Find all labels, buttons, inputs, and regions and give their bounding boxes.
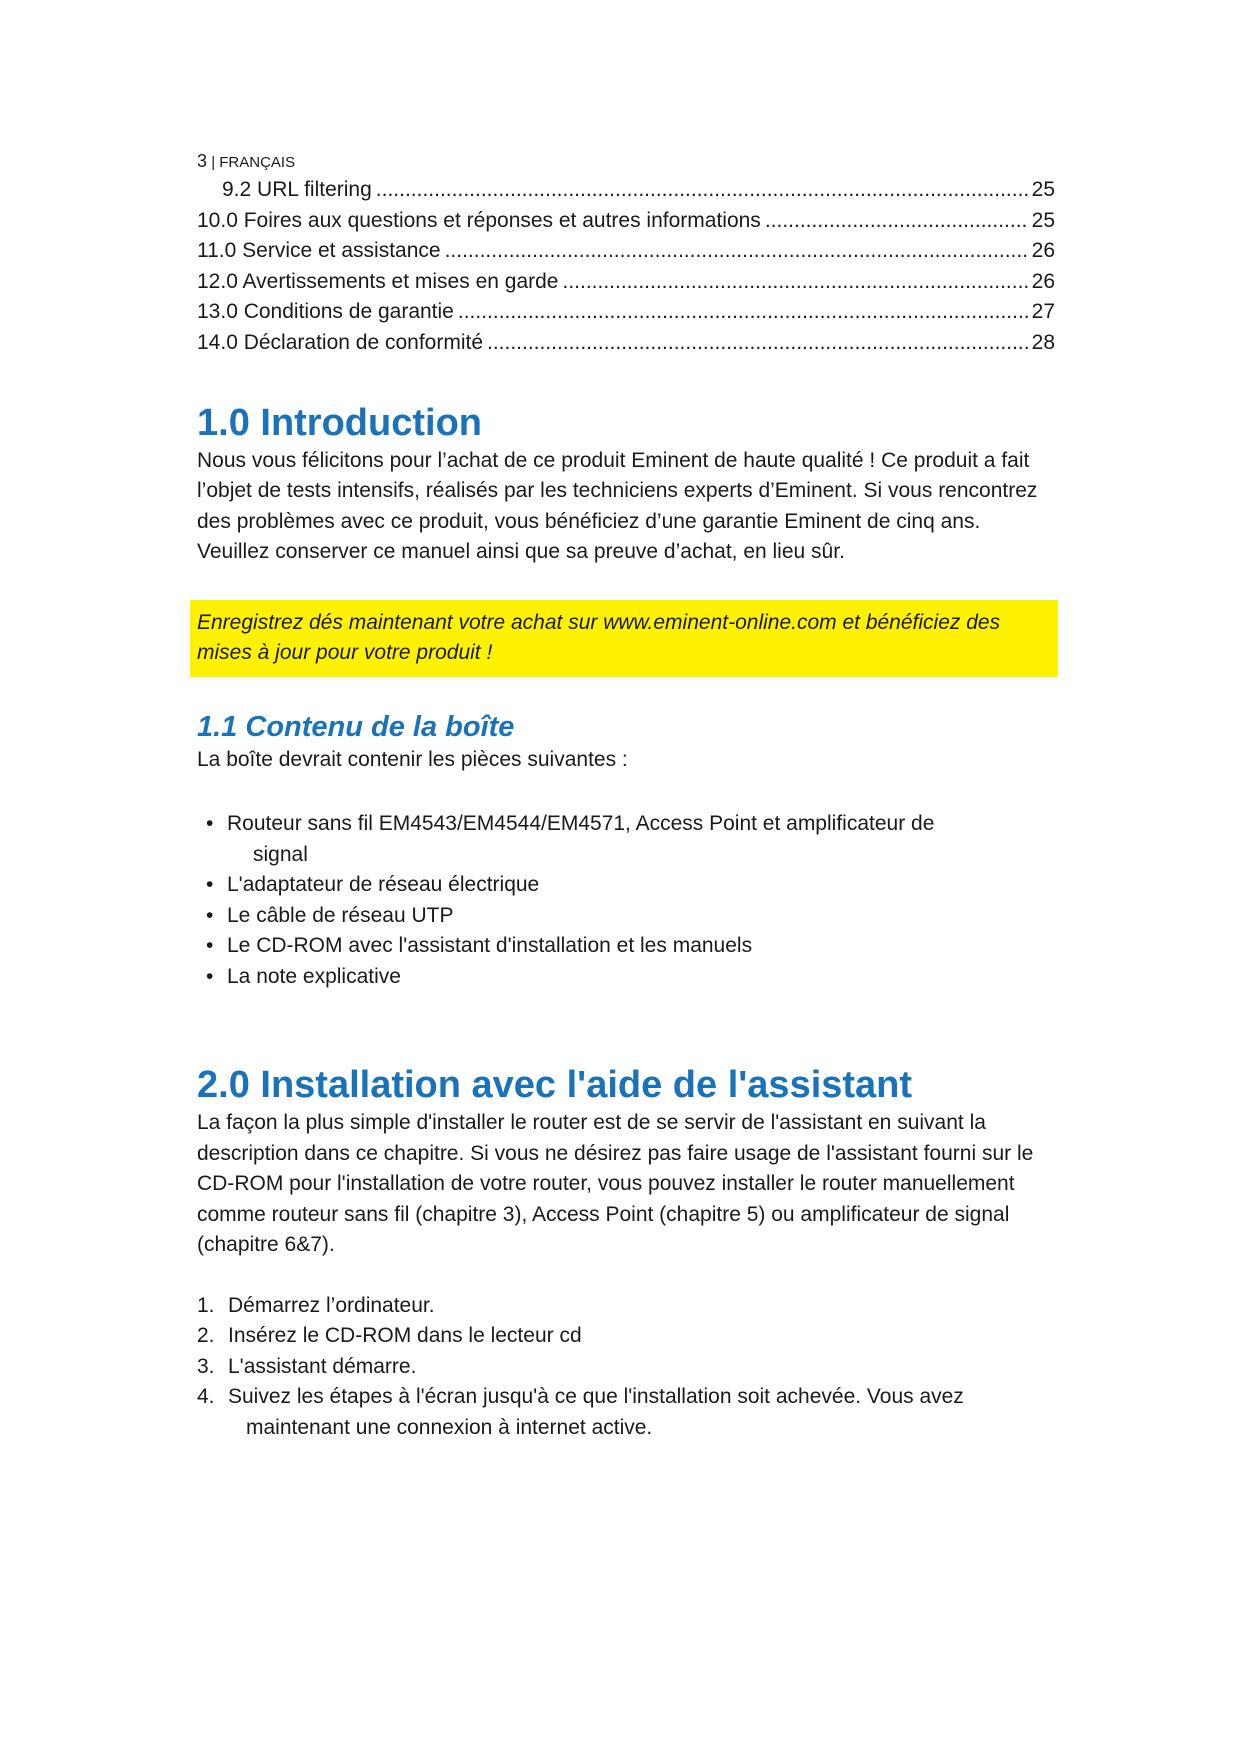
- toc-entry-page: 26: [1031, 269, 1055, 293]
- list-item-text: Le câble de réseau UTP: [227, 903, 454, 927]
- toc-entry-title: 14.0 Déclaration de conformité: [197, 330, 483, 354]
- step-number: 3.: [197, 1354, 215, 1378]
- step-number: 4.: [197, 1385, 215, 1409]
- step-text: Suivez les étapes à l'écran jusqu'à ce que l'installation soit achevée. Vous avez: [228, 1385, 964, 1409]
- step-item: [197, 1291, 1055, 1322]
- toc-entry-title: 9.2 URL filtering: [222, 178, 372, 201]
- box-contents-list: [197, 809, 1055, 992]
- toc-entry[interactable]: [197, 178, 1055, 209]
- list-item-text-continued: signal: [253, 842, 308, 866]
- registration-highlight: Enregistrez dés maintenant votre achat sur www.eminent-online.com et bénéficiez des mises à jour pour votre produit !: [190, 600, 1058, 677]
- toc-leader-dots: [458, 300, 1028, 324]
- toc-leader-dots: [487, 331, 1028, 355]
- toc-entry-title: 11.0 Service et assistance: [197, 239, 441, 263]
- toc-leader-dots: [376, 178, 1028, 202]
- toc-entry-page: 28: [1031, 330, 1055, 354]
- header-language: FRANÇAIS: [219, 154, 296, 171]
- step-item: [197, 1382, 1055, 1443]
- toc-entry-page: 25: [1031, 178, 1055, 201]
- step-item: [197, 1321, 1055, 1352]
- list-item-text: La note explicative: [227, 964, 401, 988]
- installation-steps: [197, 1291, 1055, 1444]
- toc-entry-page: 25: [1031, 208, 1055, 232]
- list-item-text: L'adaptateur de réseau électrique: [227, 873, 540, 897]
- step-text: Insérez le CD-ROM dans le lecteur cd: [228, 1324, 582, 1348]
- step-text: Démarrez l’ordinateur.: [228, 1293, 435, 1317]
- list-item: [197, 901, 1055, 932]
- step-text: L'assistant démarre.: [228, 1354, 417, 1378]
- toc-leader-dots: [562, 270, 1027, 294]
- page-header: [197, 150, 1055, 174]
- section-heading-introduction: 1.0 Introduction: [197, 401, 482, 444]
- page-content: [197, 150, 1055, 1443]
- list-item: [197, 962, 1055, 993]
- section-heading-installation: 2.0 Installation avec l'aide de l'assistant: [197, 1064, 913, 1107]
- table-of-contents: [197, 178, 1055, 362]
- list-item: [197, 809, 1055, 870]
- intro-paragraph: Nous vous félicitons pour l’achat de ce produit Eminent de haute qualité ! Ce produit a fait l’objet de tests intensifs, réalisés par les techniciens experts d’Eminent. Si vous rencontrez des problèmes avec ce produit, vous bénéficiez d’une garantie Eminent de cinq ans. Veuillez conserver ce manuel ainsi que sa preuve d’achat, en lieu sûr.: [197, 448, 1038, 564]
- list-item-text: Routeur sans fil EM4543/EM4544/EM4571, Access Point et amplificateur de: [227, 812, 935, 836]
- toc-entry-title: 12.0 Avertissements et mises en garde: [197, 269, 559, 293]
- step-number: 1.: [197, 1293, 215, 1317]
- toc-entry[interactable]: [197, 209, 1055, 240]
- step-item: [197, 1352, 1055, 1383]
- toc-entry-page: 26: [1031, 239, 1055, 263]
- box-contents-intro: La boîte devrait contenir les pièces suivantes :: [197, 747, 628, 771]
- toc-entry-title: 13.0 Conditions de garantie: [197, 300, 454, 324]
- header-separator: |: [211, 154, 216, 171]
- toc-entry-page: 27: [1031, 300, 1055, 324]
- toc-entry-title: 10.0 Foires aux questions et réponses et autres informations: [197, 208, 761, 232]
- list-item: [197, 870, 1055, 901]
- toc-entry[interactable]: [197, 270, 1055, 301]
- list-item: [197, 931, 1055, 962]
- toc-entry[interactable]: [197, 300, 1055, 331]
- step-text-continued: maintenant une connexion à internet active.: [246, 1415, 653, 1439]
- toc-entry[interactable]: [197, 331, 1055, 362]
- toc-entry[interactable]: [197, 239, 1055, 270]
- installation-paragraph: La façon la plus simple d'installer le router est de se servir de l'assistant en suivant la description dans ce chapitre. Si vous ne désirez pas faire usage de l'assistant fourni sur le CD-ROM pour l'installation de votre router, vous pouvez installer le router manuellement comme routeur sans fil (chapitre 3), Access Point (chapitre 5) ou amplificateur de signal (chapitre 6&7).: [197, 1111, 1034, 1257]
- step-number: 2.: [197, 1324, 215, 1348]
- page-number: 3: [197, 151, 208, 171]
- toc-leader-dots: [445, 239, 1028, 263]
- section-heading-box-contents: 1.1 Contenu de la boîte: [197, 710, 515, 743]
- list-item-text: Le CD-ROM avec l'assistant d'installation et les manuels: [227, 934, 753, 958]
- toc-leader-dots: [765, 209, 1028, 233]
